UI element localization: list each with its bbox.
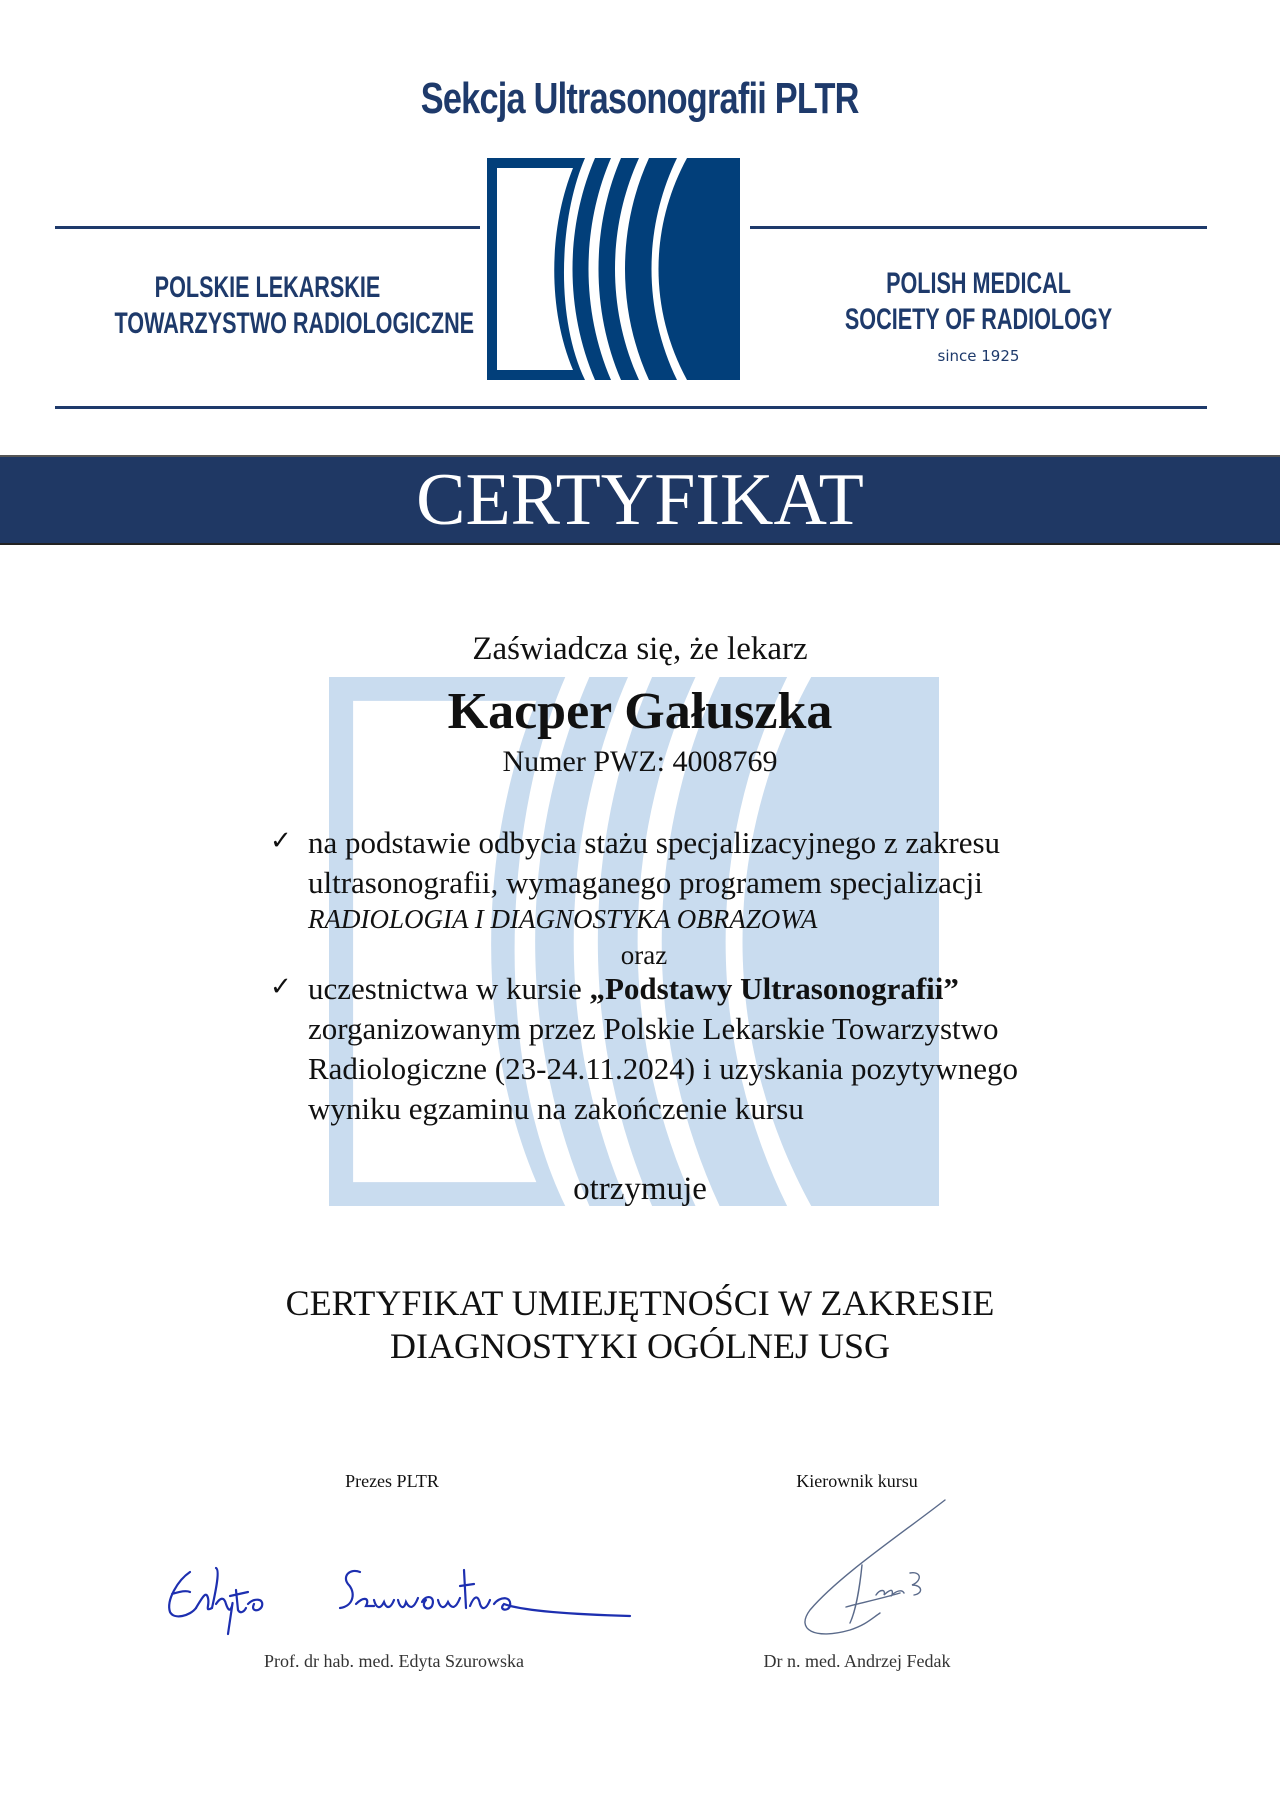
- header-rule-right-top: [750, 226, 1207, 229]
- handwritten-signature-icon: [160, 1550, 640, 1640]
- org-pl-line-2: TOWARZYSTWO RADIOLOGICZNE: [114, 307, 475, 340]
- award-title-line-1: CERTYFIKAT UMIEJĘTNOŚCI W ZAKRESIE: [285, 1283, 995, 1323]
- intro-text: Zaświadcza się, że lekarz: [472, 631, 808, 667]
- bullet2-line-2: zorganizowanym przez Polskie Lekarskie Towarzystwo: [308, 1011, 999, 1046]
- org-en-line-2: SOCIETY OF RADIOLOGY: [844, 303, 1113, 336]
- signature-role-president: Prezes PLTR: [345, 1471, 439, 1491]
- org-name-polish: [55, 270, 480, 342]
- pltr-logo-icon: [487, 158, 740, 380]
- bullet1-line-2: ultrasonografii, wymaganego programem specjalizacji: [308, 865, 983, 900]
- checkmark-icon: ✓: [270, 972, 292, 1002]
- header-rule-bottom: [55, 406, 1207, 409]
- bullet1-line-1: na podstawie odbycia stażu specjalizacyjnego z zakresu: [308, 825, 1001, 860]
- org-since: since 1925: [937, 347, 1020, 365]
- signature-name-president: Prof. dr hab. med. Edyta Szurowska: [264, 1651, 524, 1671]
- specialization-name: RADIOLOGIA I DIAGNOSTYKA OBRAZOWA: [308, 904, 818, 934]
- org-en-line-1: POLISH MEDICAL: [886, 267, 1071, 300]
- handwritten-signature-icon: [790, 1495, 960, 1645]
- receives-text: otrzymuje: [573, 1171, 707, 1207]
- recipient-name: Kacper Gałuszka: [447, 683, 833, 740]
- bullet2-prefix: uczestnictwa w kursie: [308, 971, 590, 1006]
- award-title-line-2: DIAGNOSTYKI OGÓLNEJ USG: [390, 1326, 890, 1366]
- section-title: Sekcja Ultrasonografii PLTR: [421, 74, 859, 123]
- org-pl-line-1: POLSKIE LEKARSKIE: [154, 271, 381, 304]
- signature-role-course-director: Kierownik kursu: [796, 1471, 918, 1491]
- bullet2-line-3: Radiologiczne (23-24.11.2024) i uzyskania pozytywnego: [308, 1051, 1018, 1086]
- certificate-banner: [0, 455, 1280, 545]
- org-name-english: [750, 266, 1207, 374]
- header-rule-left-top: [55, 226, 480, 229]
- signature-name-course-director: Dr n. med. Andrzej Fedak: [763, 1651, 951, 1671]
- checkmark-icon: ✓: [270, 826, 292, 856]
- banner-title: CERTYFIKAT: [416, 459, 864, 541]
- pwz-number: Numer PWZ: 4008769: [502, 745, 778, 778]
- course-name: „Podstawy Ultrasonografii”: [589, 971, 959, 1006]
- bullet2-line-1: [308, 971, 959, 1007]
- conjunction-text: oraz: [620, 940, 668, 970]
- bullet2-line-4: wyniku egzaminu na zakończenie kursu: [308, 1091, 804, 1126]
